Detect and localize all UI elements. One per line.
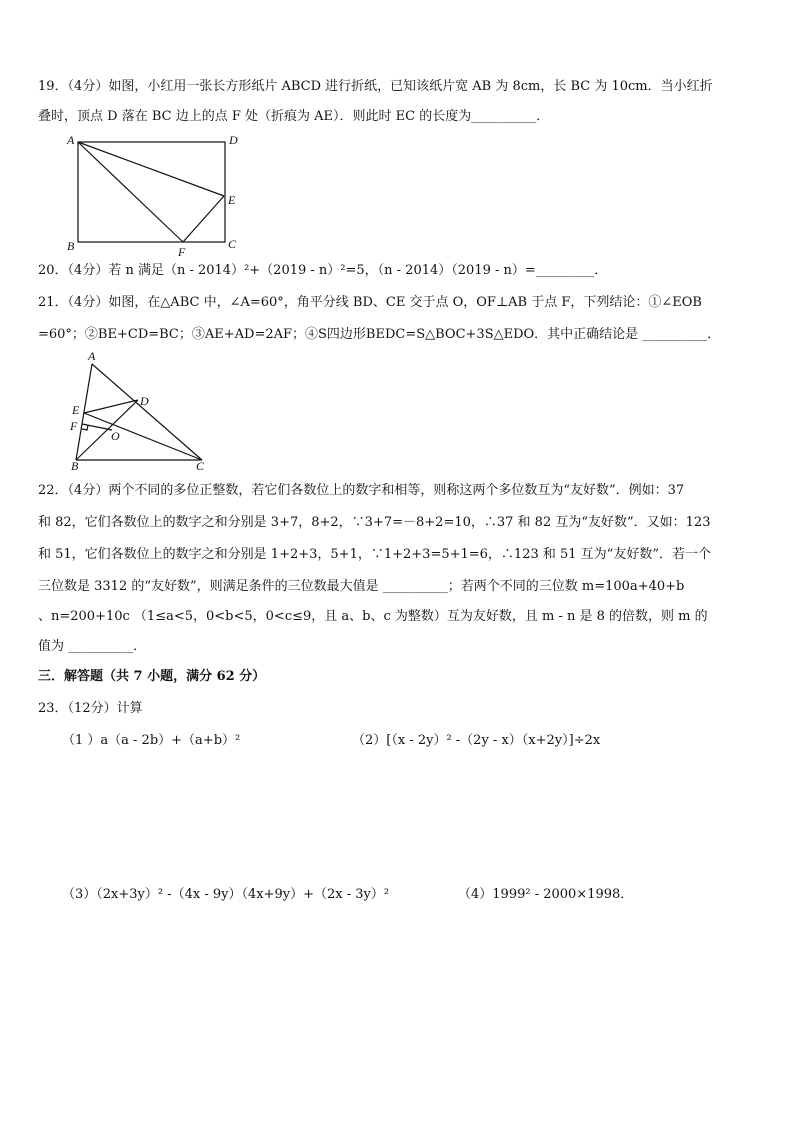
q19-label-f: F	[178, 245, 186, 259]
q19-label-e: E	[228, 193, 236, 207]
q21-label-b: B	[71, 459, 79, 473]
q19-label-a: A	[67, 133, 75, 147]
q21-label-e: E	[72, 403, 80, 417]
q22-line-5: 、n=200+10c （1≤a<5，0<b<5，0<c≤9，且 a、b、c 为整数）互为友好数，且 m - n 是 8 的倍数，则 m 的	[38, 609, 708, 624]
q21-label-c: C	[196, 459, 205, 473]
q22-line-4: 三位数是 3312 的“友好数”，则满足条件的三位数最大值是 __________；若两个不同的三位数 m=100a+40+b	[38, 579, 685, 594]
q21-triangle-figure	[66, 350, 216, 472]
q21-label-a: A	[88, 349, 96, 363]
q23-part-1: （1 ）a（a - 2b）+（a+b）²	[62, 733, 241, 748]
q21-line-2: =60°；②BE+CD=BC；③AE+AD=2AF；④S四边形BEDC=S△BOC+3S△EDO．其中正确结论是 __________．	[38, 327, 721, 342]
q19-label-b: B	[67, 239, 75, 253]
q21-label-o: O	[111, 429, 120, 443]
q23-part-4: （4）1999² - 2000×1998．	[458, 887, 634, 902]
q19-rectangle-figure	[66, 133, 246, 259]
q20-line-1: 20．（4分）若 n 满足（n - 2014）²+（2019 - n）²=5，（n - 2014）（2019 - n）=_________．	[38, 263, 608, 278]
q19-label-d: D	[229, 133, 238, 147]
q22-line-3: 和 51，它们各数位上的数字之和分别是 1+2+3，5+1，∵1+2+3=5+1=6，∴123 和 51 互为“友好数”．若一个	[38, 547, 711, 562]
q23-part-3: （3）（2x+3y）² -（4x - 9y）（4x+9y）+（2x - 3y）²	[62, 887, 390, 902]
q19-line-2: 叠时，顶点 D 落在 BC 边上的点 F 处（折痕为 AE）．则此时 EC 的长度为__________．	[38, 109, 550, 124]
q21-label-d: D	[140, 394, 149, 408]
q21-label-f: F	[70, 419, 78, 433]
q22-line-6: 值为 __________．	[38, 639, 147, 654]
section-3-title: 三．解答题（共 7 小题，满分 62 分）	[38, 669, 266, 684]
q19-label-c: C	[228, 237, 237, 251]
q19-line-1: 19．（4分）如图，小红用一张长方形纸片 ABCD 进行折纸，已知该纸片宽 AB 为 8cm，长 BC 为 10cm．当小红折	[38, 79, 713, 94]
q23-part-2: （2）[（x - 2y）² -（2y - x）（x+2y）]÷2x	[352, 733, 601, 748]
q23-head: 23．（12分）计算	[38, 701, 143, 716]
q21-line-1: 21．（4分）如图，在△ABC 中，∠A=60°，角平分线 BD、CE 交于点 O，OF⊥AB 于点 F，下列结论：①∠EOB	[38, 295, 702, 310]
q22-line-2: 和 82，它们各数位上的数字之和分别是 3+7，8+2，∵3+7=－8+2=10，∴37 和 82 互为“友好数”．又如：123	[38, 515, 711, 530]
q22-line-1: 22．（4分）两个不同的多位正整数，若它们各数位上的数字和相等，则称这两个多位数互为“友好数”．例如：37	[38, 483, 685, 498]
